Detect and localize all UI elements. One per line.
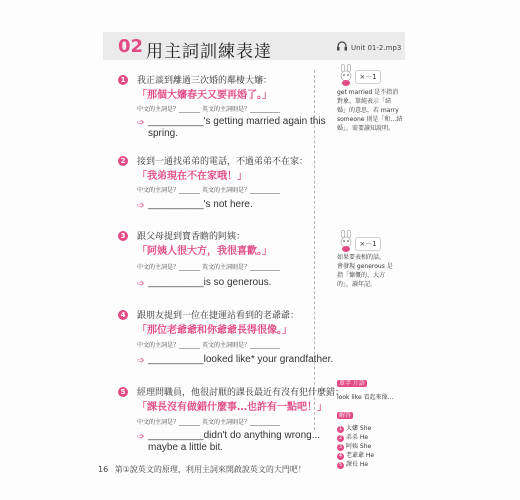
question-number: 2	[118, 156, 128, 166]
question-quote: 「阿姨人很大方，我很喜歡。」	[137, 246, 272, 257]
question-prompt: 經理問職員，他很討厭的課長最近有沒有犯什麼錯：	[137, 388, 345, 398]
answer-item: 2 弟弟 He	[338, 434, 369, 441]
vocab-tag: 單字 片語	[339, 380, 365, 387]
vocab-section	[337, 370, 394, 401]
answer-item: 1 大嬸 She	[338, 425, 372, 432]
audio-file-label[interactable]: Unit 01-2.mp3	[351, 44, 402, 52]
tip-note-1: get married 是不指消 對象，單純表示「結 婚」的意思，若 marry someone 則是「和…結 婚」，需要讀知說明。	[337, 89, 403, 132]
question-number: 5	[118, 387, 128, 397]
tip-bubble: ×－1	[355, 237, 381, 251]
vocab-entry: look like 看起來像…	[337, 394, 394, 401]
tip-bubble: ×－1	[355, 70, 381, 84]
arrow-icon: ➩	[137, 118, 145, 128]
answer-line[interactable]: __________looked like* your grandfather.	[148, 354, 334, 365]
question-prompt: 跟父母提到寶香瞻的阿姨：	[137, 232, 246, 242]
footer-text: 第①說英文的原理，利用主詞來開啟說英文的大門吧！	[114, 465, 306, 474]
page-title: 用主詞訓練表達	[146, 42, 272, 62]
answer-line-cont: spring.	[148, 128, 179, 139]
subject-fill-row[interactable]: 中文的主詞是？_______ 英文的主詞則是？__________	[137, 187, 280, 194]
arrow-icon: ➩	[137, 356, 145, 366]
answer-item: 5 課長 He	[338, 461, 369, 468]
answers-tag: 解答	[339, 412, 352, 419]
answer-line[interactable]: __________'s getting married again this	[148, 116, 326, 127]
question-quote: 「那個大嬸春天又要再婚了。」	[137, 90, 272, 101]
subject-fill-row[interactable]: 中文的主詞是？_______ 英文的主詞則是？__________	[137, 264, 280, 271]
question-quote: 「那位老爺爺和你爺爺長得很像。」	[137, 325, 292, 336]
question-quote: 「課長沒有做錯什麼事…也許有一點吧！」	[137, 402, 327, 413]
question-number: 4	[118, 310, 128, 320]
subject-fill-row[interactable]: 中文的主詞是？_______ 英文的主詞則是？__________	[137, 419, 280, 426]
rabbit-mascot-icon	[338, 230, 354, 252]
tip-note-2: 如果要表相的話， 會發現 generous 是 指「慷慨的、大方 的」，讀年記。	[337, 254, 393, 288]
question-prompt: 跟朋友提到一位在捷運站看到的老爺爺：	[137, 311, 300, 321]
answer-line-cont: maybe a little bit.	[148, 442, 224, 453]
question-quote: 「我弟現在不在家哦！」	[137, 171, 247, 182]
subject-fill-row[interactable]: 中文的主詞是？_______ 英文的主詞則是？__________	[137, 106, 280, 113]
headphones-icon[interactable]	[336, 41, 348, 51]
question-prompt: 我正談到離過三次婚的鄰棲大嬸：	[137, 76, 273, 86]
answers-section	[337, 402, 374, 469]
rabbit-mascot-icon	[338, 64, 354, 86]
arrow-icon: ➩	[137, 201, 145, 211]
page-number: 16	[98, 465, 109, 474]
arrow-icon: ➩	[137, 432, 145, 442]
question-number: 1	[118, 75, 128, 85]
answer-item: 4 老爺爺 He	[338, 452, 375, 459]
page-footer	[98, 464, 306, 475]
answer-line[interactable]: __________didn't do anything wrong...	[148, 430, 321, 441]
answer-item: 3 阿姨 She	[338, 443, 372, 450]
question-prompt: 接到一通找弟弟的電話，不過弟弟不在家：	[137, 157, 309, 167]
answer-line[interactable]: __________is so generous.	[148, 277, 272, 288]
question-number: 3	[118, 231, 128, 241]
subject-fill-row[interactable]: 中文的主詞是？_______ 英文的主詞則是？__________	[137, 342, 280, 349]
lesson-number: 02	[118, 36, 144, 57]
answer-line[interactable]: __________'s not here.	[148, 199, 253, 210]
arrow-icon: ➩	[137, 279, 145, 289]
